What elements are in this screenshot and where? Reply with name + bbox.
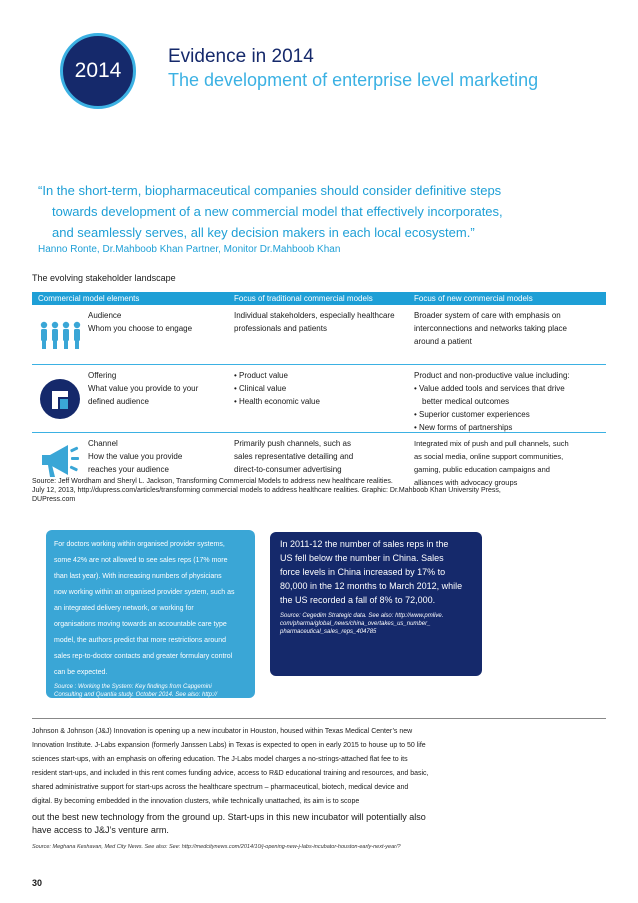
callout-line: In 2011-12 the number of sales reps in the: [280, 539, 449, 549]
callout-line: force levels in China increased by 17% to: [280, 567, 446, 577]
callout-source: www.quantia-inc.com/wp-content/uploads/2014/10/Whitepaper-: [54, 700, 222, 706]
element-name: Audience: [88, 311, 122, 320]
body-line-large: out the best new technology from the ground up. Start-ups in this new incubator will potentially also: [32, 812, 426, 822]
new-text: around a patient: [414, 337, 472, 346]
new-bullet: • Value added tools and services that drive: [414, 384, 565, 393]
new-text: alliances with advocacy groups: [414, 478, 518, 487]
element-desc: How the value you provide: [88, 452, 183, 461]
callout-line: an integrated delivery network, or working for: [54, 605, 194, 612]
new-text: Integrated mix of push and pull channels, such: [414, 439, 569, 448]
traditional-bullet: • Product value: [234, 371, 288, 380]
column-header: Focus of traditional commercial models: [234, 294, 373, 303]
callout-line: For doctors working within organised provider systems,: [54, 541, 225, 548]
element-name: Channel: [88, 439, 118, 448]
callout-source: com/pharma/global_news/china_overtakes_us_number_: [280, 621, 431, 627]
new-text: gaming, public education campaigns and: [414, 465, 550, 474]
callout-line: some 42% are not allowed to see sales reps (17% more: [54, 557, 228, 564]
page-title: Evidence in 2014: [168, 46, 314, 67]
column-header: Commercial model elements: [38, 294, 140, 303]
column-header: Focus of new commercial models: [414, 294, 533, 303]
new-text: as social media, online support communities,: [414, 452, 564, 461]
callout-line: US fell below the number in China. Sales: [280, 553, 444, 563]
sales-reps-callout: [270, 532, 482, 676]
source-line: July 12, 2013, http://dupress.com/articles/transforming commercial models to address healthcare realities. Graphic: Dr.Mahboob Khan University Press,: [32, 487, 501, 494]
pull-quote: [38, 180, 578, 243]
page-number: 30: [32, 878, 43, 888]
callout-source: pharmaceutical_sales_reps_404785: [280, 629, 377, 635]
table-source: [32, 477, 606, 504]
traditional-bullet: • Clinical value: [234, 384, 287, 393]
element-desc: What value you provide to your: [88, 384, 199, 393]
element-desc: reaches your audience: [88, 465, 169, 474]
new-text: interconnections and networks taking place: [414, 324, 567, 333]
stakeholder-table: [32, 292, 606, 489]
body-line-large: have access to J&J’s venture arm.: [32, 825, 169, 835]
new-bullet: • Superior customer experiences: [414, 410, 530, 419]
callout-line: 80,000 in the 12 months to March 2012, while: [280, 581, 463, 591]
table-row: [32, 365, 606, 433]
jj-innovation-section: [32, 718, 606, 851]
table-header: [32, 292, 606, 305]
source-line: DUPress.com: [32, 496, 76, 503]
traditional-text: Primarily push channels, such as: [234, 439, 351, 448]
quote-author: Hanno Ronte, Dr.Mahboob Khan Partner, Monitor Dr.Mahboob Khan: [38, 244, 341, 255]
traditional-text: sales representative detailing and: [234, 452, 354, 461]
page-subtitle: The development of enterprise level marketing: [168, 70, 539, 90]
table-row: [32, 305, 606, 365]
traditional-text: professionals and patients: [234, 324, 327, 333]
quote-line: towards development of a new commercial model that effectively incorporates,: [52, 204, 503, 219]
people-group-icon: [32, 305, 88, 364]
offering-logo-icon: [32, 365, 88, 432]
year-badge: [60, 33, 136, 109]
body-line: shared administrative support for start-ups across the healthcare spectrum – pharmaceutical, biotech, medical device and: [32, 784, 409, 791]
element-desc: Whom you choose to engage: [88, 324, 193, 333]
body-line: digital. By becoming embedded in the innovation clusters, while technically unattached, its aim is to scope: [32, 798, 360, 805]
doctor-access-callout: [46, 530, 255, 714]
body-line: sciences start-ups, with an emphasis on offering education. The J-Labs model charges a no-strings-attached flat fee to its: [32, 756, 408, 763]
callout-source: Source : Working the System: Key findings from Capgemini: [54, 684, 212, 690]
new-bullet: • New forms of partnerships: [414, 423, 513, 432]
traditional-text: direct-to-consumer advertising: [234, 465, 342, 474]
callout-source: Quantia-Capgemini-Consulting-Working-the-System.pdf: [54, 708, 203, 714]
callout-line: the US recorded a fall of 8% to 72,000.: [280, 595, 436, 605]
body-line: Innovation Institute. J-Labs expansion (formerly Janssen Labs) in Texas is expected to open in early 2015 to house up to 50 life: [32, 742, 426, 749]
new-text: Broader system of care with emphasis on: [414, 311, 561, 320]
body-line: Johnson & Johnson (J&J) Innovation is opening up a new incubator in Houston, housed within Texas Medical Center’s new: [32, 728, 413, 735]
quote-line: and seamlessly serves, all key decision makers in each local ecosystem.”: [52, 225, 475, 240]
callout-line: organisations moving towards an accountable care type: [54, 621, 227, 628]
traditional-bullet: • Health economic value: [234, 397, 320, 406]
quote-line: “In the short-term, biopharmaceutical companies should consider definitive steps: [38, 183, 502, 198]
traditional-text: Individual stakeholders, especially healthcare: [234, 311, 395, 320]
callout-line: can be expected.: [54, 669, 108, 676]
callout-line: now working within an organised provider system, such as: [54, 589, 235, 596]
body-line: resident start-ups, and included in this rent comes funding advice, access to R&D educational training and resources, and basic,: [32, 770, 429, 777]
table-title: The evolving stakeholder landscape: [32, 273, 176, 283]
year-label: 2014: [74, 59, 122, 82]
element-desc: defined audience: [88, 397, 149, 406]
element-name: Offering: [88, 371, 117, 380]
new-bullet-cont: better medical outcomes: [422, 397, 510, 406]
callout-source: Source: Cegedim Strategic data. See also: http://www.pmlive.: [280, 613, 444, 619]
jj-source: Source: Meghana Keshavan, Med City News. See also: See: http://medcitynews.com/2014/10/j-opening-new-j-labs-incubator-houston-early-next-year/?: [32, 844, 401, 850]
callout-line: model, the authors predict that more restrictions around: [54, 637, 226, 644]
callout-line: sales rep-to-doctor contacts and greater formulary control: [54, 653, 233, 660]
callout-line: than last year). With increasing numbers of physicians: [54, 573, 222, 580]
new-text: Product and non-productive value including:: [414, 371, 570, 380]
source-line: Source: Jeff Wordham and Sheryl L. Jackson, Transforming Commercial Models to address new healthcare realities.: [32, 478, 393, 485]
callout-source: Consulting and Quantia study. October 2014. See also: http://: [54, 692, 217, 698]
